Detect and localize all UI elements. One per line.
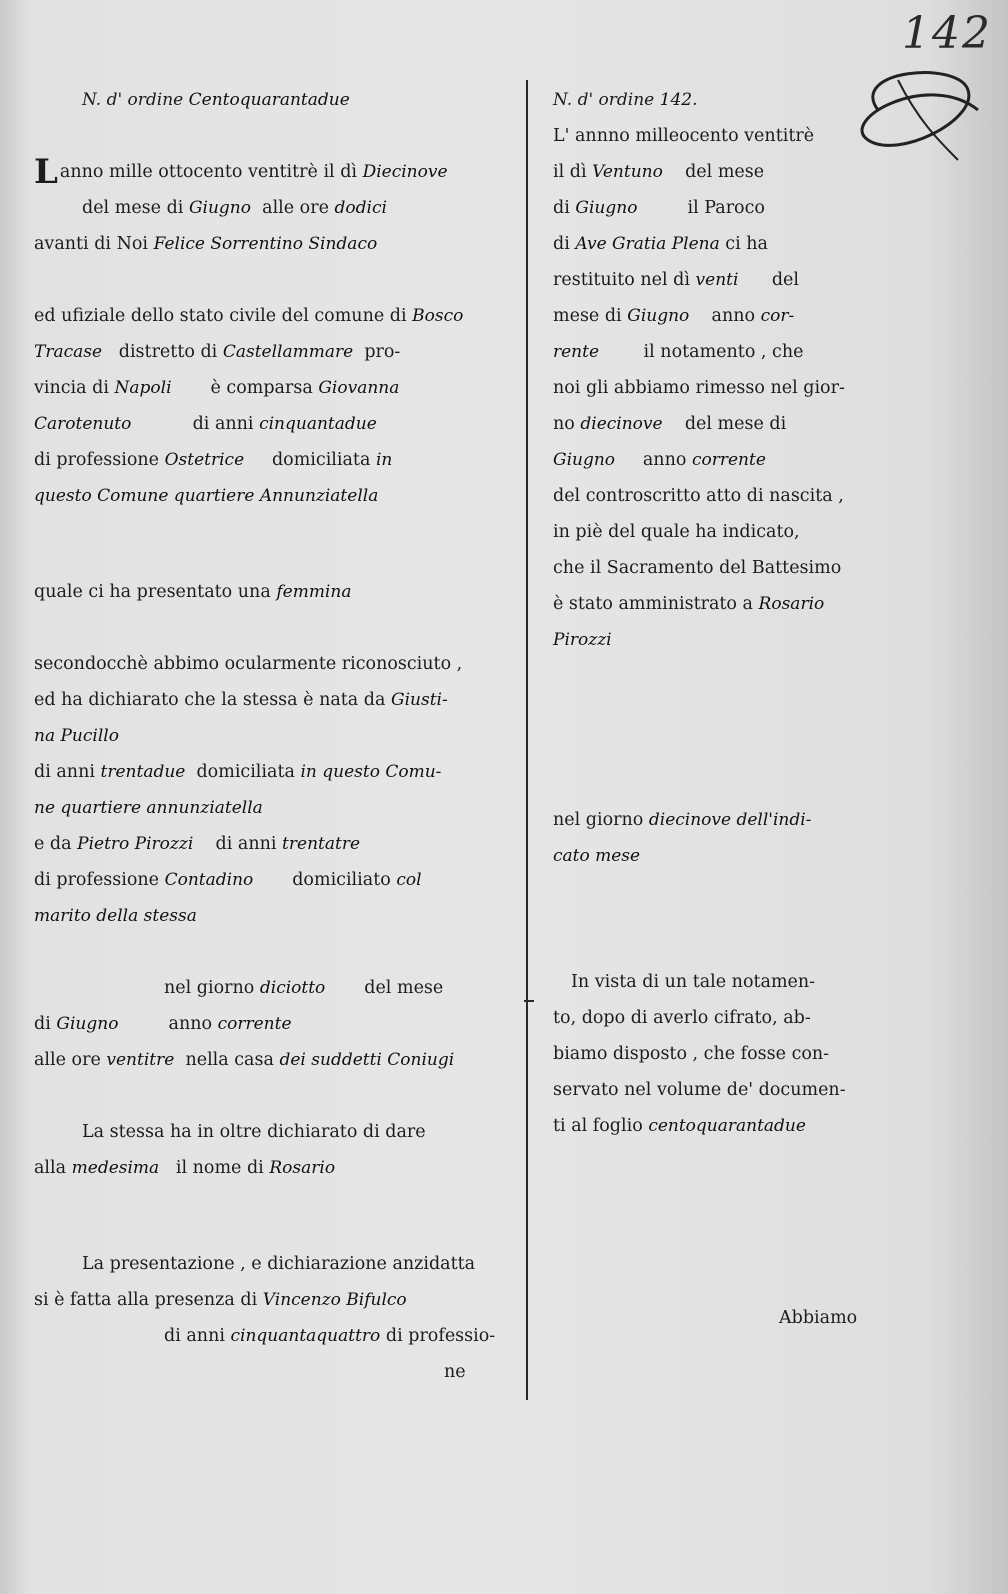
spacer [553, 874, 883, 964]
text: di [34, 1014, 51, 1034]
note-line [553, 298, 883, 334]
handwritten-father-profession: Contadino [164, 870, 254, 890]
baptism-note-column [553, 82, 883, 1336]
handwritten-child-ref: medesima [71, 1158, 160, 1178]
handwritten-domicile: in [375, 450, 393, 470]
note-line: In vista di un tale notamen- [571, 972, 816, 992]
text: mese di [553, 306, 622, 326]
text: alle ore [34, 1050, 101, 1070]
act-line [34, 574, 504, 610]
handwritten-commune-cont: Tracase [34, 342, 103, 362]
handwritten-declarant: Giovanna [318, 378, 400, 398]
text: il notamento , che [643, 342, 804, 362]
handwritten-birth-place: dei suddetti Coniugi [279, 1050, 455, 1070]
handwritten-baptized-surname: Pirozzi [553, 630, 612, 650]
text: il nome di [175, 1158, 264, 1178]
act-line [34, 1006, 504, 1042]
handwritten-father-age: trentatre [282, 834, 360, 854]
order-label: N. d' ordine [553, 90, 655, 110]
act-line: ne [444, 1362, 466, 1382]
note-line [553, 586, 883, 622]
handwritten-commune: Bosco [412, 306, 464, 326]
note-line [553, 334, 883, 370]
handwritten-return-year: cor- [760, 306, 795, 326]
handwritten-age: cinquantadue [259, 414, 377, 434]
note-line: che il Sacramento del Battesimo [553, 558, 842, 578]
right-order-header [553, 82, 883, 118]
handwritten-return-year-cont: rente [553, 342, 600, 362]
spacer [34, 934, 504, 970]
text: no [553, 414, 575, 434]
handwritten-baptism-day-cont: cato mese [553, 846, 641, 866]
handwritten-district: Castellammare [222, 342, 354, 362]
act-line [34, 154, 504, 190]
handwritten-witness: Vincenzo Bifulco [262, 1290, 407, 1310]
act-line [34, 718, 504, 754]
act-line: La presentazione , e dichiarazione anzidatta [82, 1254, 476, 1274]
text: restituito nel dì [553, 270, 690, 290]
left-order-header [34, 82, 504, 118]
act-line [34, 406, 504, 442]
text: del mese [685, 162, 765, 182]
note-line [553, 226, 883, 262]
text: di professione [34, 450, 160, 470]
act-line [34, 1318, 504, 1354]
text: anno mille ottocento ventitrè il dì [59, 162, 357, 182]
note-line [553, 1108, 883, 1144]
text: nel giorno [164, 978, 255, 998]
text: distretto di [118, 342, 218, 362]
text: è comparsa [210, 378, 313, 398]
act-line: secondocchè abbimo ocularmente riconosciuto , [34, 654, 463, 674]
spacer [34, 610, 504, 646]
text: ci ha [725, 234, 768, 254]
text: anno [168, 1014, 213, 1034]
handwritten-birth-day: diciotto [259, 978, 326, 998]
text: di [553, 234, 570, 254]
act-line [34, 1150, 504, 1186]
note-line [553, 442, 883, 478]
handwritten-return-month: Giugno [627, 306, 690, 326]
handwritten-mother: Giusti- [391, 690, 448, 710]
text: alle ore [262, 198, 329, 218]
text: del mese di [82, 198, 184, 218]
handwritten-hour: dodici [334, 198, 387, 218]
note-line [553, 190, 883, 226]
act-line [34, 682, 504, 718]
handwritten-mother-cont: na Pucillo [34, 726, 119, 746]
act-line: La stessa ha in oltre dichiarato di dare [82, 1122, 426, 1142]
act-line [34, 298, 504, 334]
note-line: del controscritto atto di nascita , [553, 486, 844, 506]
handwritten-father: Pietro Pirozzi [77, 834, 194, 854]
text: e da [34, 834, 72, 854]
handwritten-domicile-cont: questo Comune quartiere Annunziatella [34, 486, 379, 506]
text: domiciliato [292, 870, 391, 890]
handwritten-baptized-name: Rosario [758, 594, 825, 614]
note-line: in piè del quale ha indicato, [553, 522, 800, 542]
text: di anni [164, 1326, 225, 1346]
act-line [34, 862, 504, 898]
text: domiciliata [271, 450, 371, 470]
spacer [553, 658, 883, 802]
text: di [553, 198, 570, 218]
text: domiciliata [196, 762, 295, 782]
text: del [771, 270, 799, 290]
handwritten-mother-domicile: in questo Comu- [300, 762, 442, 782]
handwritten-day: Ventuno [592, 162, 663, 182]
text: nel giorno [553, 810, 644, 830]
note-line [553, 622, 883, 658]
text: quale ci ha presentato una [34, 582, 271, 602]
act-line [34, 1282, 504, 1318]
text: pro- [364, 342, 401, 362]
handwritten-province: Napoli [114, 378, 172, 398]
note-line [553, 802, 883, 838]
handwritten-mayor: Felice Sorrentino Sindaco [153, 234, 378, 254]
act-line [34, 442, 504, 478]
text: nella casa [185, 1050, 274, 1070]
handwritten-sent-month: Giugno [553, 450, 616, 470]
note-line: noi gli abbiamo rimesso nel gior- [553, 378, 845, 398]
text: ed ufiziale dello stato civile del comune di [34, 306, 407, 326]
handwritten-baptism-day: diecinove dell'indi- [648, 810, 812, 830]
order-number: Centoquarantadue [188, 90, 350, 110]
handwritten-father-domicile: col [396, 870, 422, 890]
text: il Paroco [687, 198, 765, 218]
initial-capital: L [34, 152, 58, 192]
text: è stato amministrato a [553, 594, 753, 614]
handwritten-birth-year: corrente [217, 1014, 292, 1034]
text: del mese [364, 978, 444, 998]
act-line [34, 790, 504, 826]
handwritten-folio: centoquarantadue [648, 1116, 806, 1136]
act-line [34, 334, 504, 370]
note-line: L' annno milleocento ventitrè [553, 126, 815, 146]
text: si è fatta alla presenza di [34, 1290, 258, 1310]
note-line [553, 154, 883, 190]
note-line [553, 406, 883, 442]
handwritten-birth-month: Giugno [56, 1014, 119, 1034]
handwritten-declarant-surname: Carotenuto [34, 414, 132, 434]
handwritten-sent-day: diecinove [580, 414, 663, 434]
act-line [34, 478, 504, 514]
text: ti al foglio [553, 1116, 643, 1136]
catchword: Abbiamo [779, 1308, 858, 1328]
text: di anni [215, 834, 277, 854]
spacer [34, 514, 504, 574]
spacer [34, 262, 504, 298]
handwritten-day: Diecinove [362, 162, 448, 182]
text: del mese di [684, 414, 787, 434]
handwritten-parish: Ave Gratia Plena [575, 234, 720, 254]
handwritten-mother-domicile-cont: ne quartiere annunziatella [34, 798, 263, 818]
column-divider [526, 80, 528, 1400]
handwritten-birth-hour: ventitre [106, 1050, 175, 1070]
act-line [34, 226, 504, 262]
text: di anni [34, 762, 95, 782]
handwritten-profession: Ostetrice [164, 450, 245, 470]
order-number: 142. [659, 90, 698, 110]
handwritten-mother-age: trentadue [100, 762, 186, 782]
spacer [34, 118, 504, 154]
handwritten-sex: femmina [276, 582, 352, 602]
handwritten-sent-year: corrente [691, 450, 766, 470]
act-line [34, 1042, 504, 1078]
text: la stessa è nata da [221, 690, 386, 710]
handwritten-father-domicile-cont: marito della stessa [34, 906, 197, 926]
handwritten-month: Giugno [575, 198, 638, 218]
text: ed ha dichiarato che [34, 690, 216, 710]
handwritten-witness-age: cinquantaquattro [230, 1326, 381, 1346]
act-line [34, 898, 504, 934]
text: avanti di Noi [34, 234, 149, 254]
note-line: servato nel volume de' documen- [553, 1080, 846, 1100]
spacer [553, 1144, 883, 1300]
note-line [553, 262, 883, 298]
act-line [34, 826, 504, 862]
act-line [34, 754, 504, 790]
order-label: N. d' ordine [82, 90, 184, 110]
spacer [34, 1078, 504, 1114]
text: di professione [34, 870, 160, 890]
handwritten-return-day: venti [695, 270, 739, 290]
birth-record-column [34, 82, 504, 1390]
text: di professio- [385, 1326, 496, 1346]
spacer [34, 1186, 504, 1246]
handwritten-month: Giugno [188, 198, 251, 218]
act-line [34, 370, 504, 406]
page-number-stamp: 142 [902, 8, 992, 59]
text: di anni [192, 414, 254, 434]
note-line [553, 838, 883, 874]
text: anno [711, 306, 756, 326]
note-line: biamo disposto , che fosse con- [553, 1044, 830, 1064]
text: vincia di [34, 378, 109, 398]
act-line [34, 970, 504, 1006]
section-mark [524, 1000, 534, 1002]
note-line: to, dopo di averlo cifrato, ab- [553, 1008, 811, 1028]
text: alla [34, 1158, 67, 1178]
text: anno [642, 450, 687, 470]
handwritten-child-name: Rosario [269, 1158, 336, 1178]
act-line [34, 190, 504, 226]
text: il dì [553, 162, 587, 182]
